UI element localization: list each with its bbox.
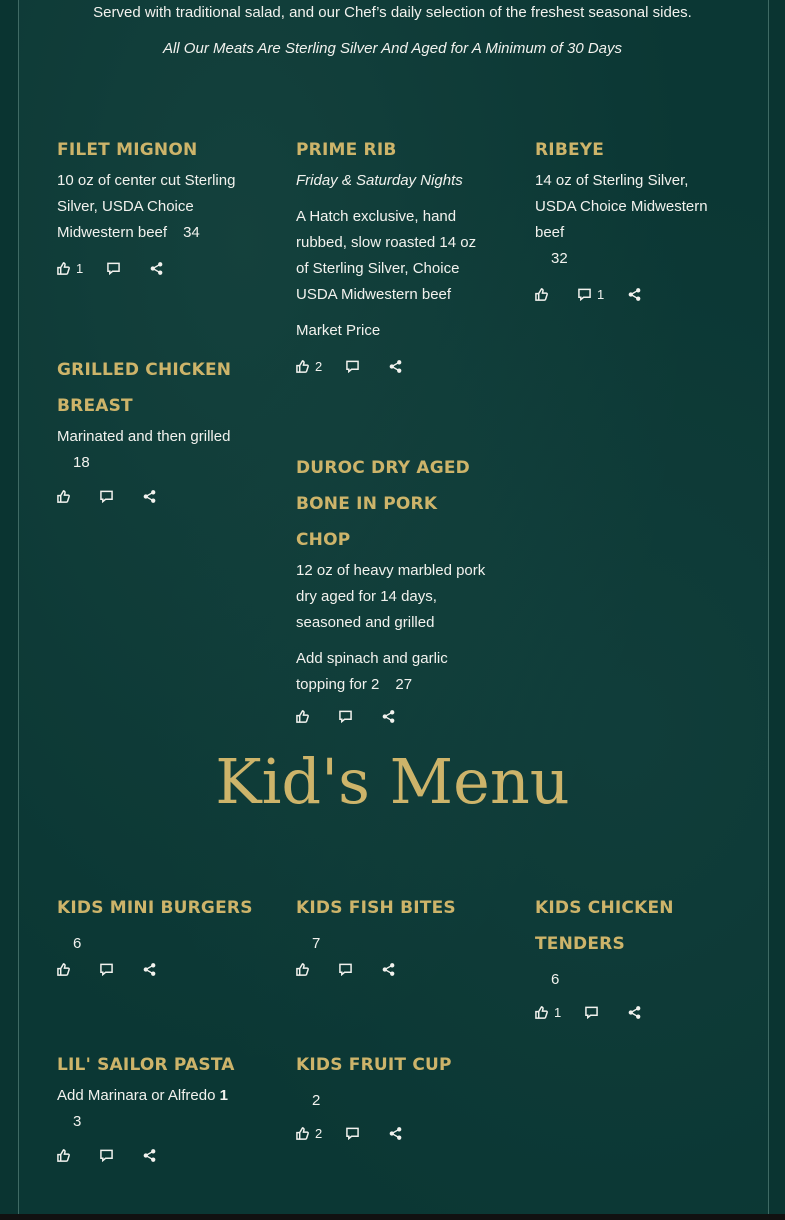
like-button[interactable] bbox=[57, 261, 83, 276]
item-title: GRILLED CHICKEN BREAST bbox=[57, 360, 232, 416]
item-price: 34 bbox=[183, 224, 200, 241]
thumbs-up-icon bbox=[535, 1006, 548, 1019]
menu-item-kids-fruit-cup bbox=[296, 1047, 492, 1143]
description-text: Add Marinara or Alfredo bbox=[57, 1087, 216, 1104]
comment-button[interactable] bbox=[107, 262, 126, 275]
footer-bar bbox=[0, 1214, 785, 1220]
like-count: 1 bbox=[554, 1004, 562, 1020]
description-bold: 1 bbox=[219, 1087, 228, 1104]
menu-item-pork-chop bbox=[296, 450, 492, 726]
menu-item-grilled-chicken bbox=[57, 352, 243, 506]
share-icon bbox=[389, 1127, 402, 1140]
item-actions bbox=[296, 1123, 492, 1143]
share-icon bbox=[143, 490, 156, 503]
share-icon bbox=[143, 1149, 156, 1162]
item-description: 14 oz of Sterling Silver, USDA Choice Midwestern beef bbox=[535, 172, 708, 241]
menu-item-kids-chicken-tenders bbox=[535, 890, 750, 1022]
thumbs-up-icon bbox=[57, 963, 70, 976]
comment-icon bbox=[346, 1127, 359, 1140]
item-price: 27 bbox=[395, 676, 413, 693]
addon-text: Add spinach and garlic topping for 2 bbox=[296, 650, 448, 693]
comment-icon bbox=[578, 288, 591, 301]
item-description: A Hatch exclusive, hand rubbed, slow roasted 14 oz of Sterling Silver, Choice USDA Midwestern beef bbox=[296, 208, 477, 303]
like-button[interactable] bbox=[296, 359, 322, 374]
item-subtitle: Friday & Saturday Nights bbox=[296, 172, 463, 189]
comment-icon bbox=[107, 262, 120, 275]
share-button[interactable] bbox=[143, 1149, 156, 1162]
thumbs-up-icon bbox=[57, 1149, 70, 1162]
share-button[interactable] bbox=[143, 490, 156, 503]
aging-note: All Our Meats Are Sterling Silver And Aged for A Minimum of 30 Days bbox=[162, 40, 623, 57]
comment-button[interactable] bbox=[100, 1149, 119, 1162]
like-button[interactable] bbox=[296, 1126, 322, 1141]
menu-item-lil-sailor-pasta bbox=[57, 1047, 253, 1165]
like-button[interactable] bbox=[57, 490, 76, 503]
comment-button[interactable] bbox=[346, 360, 365, 373]
like-button[interactable] bbox=[296, 710, 315, 723]
item-title: FILET MIGNON bbox=[57, 140, 198, 160]
item-actions bbox=[57, 959, 253, 979]
item-title: KIDS FISH BITES bbox=[296, 898, 456, 918]
item-price: Market Price bbox=[296, 322, 381, 339]
item-actions bbox=[535, 1002, 750, 1022]
share-button[interactable] bbox=[389, 1127, 402, 1140]
item-price: 6 bbox=[73, 935, 82, 952]
item-actions bbox=[57, 486, 243, 506]
share-icon bbox=[143, 963, 156, 976]
item-title: KIDS FRUIT CUP bbox=[296, 1055, 452, 1075]
item-title: KIDS CHICKEN TENDERS bbox=[535, 898, 674, 954]
share-icon bbox=[389, 360, 402, 373]
like-button[interactable] bbox=[296, 963, 315, 976]
menu-item-filet-mignon bbox=[57, 132, 253, 278]
description-text: 10 oz of center cut Sterling Silver, USDA Choice Midwestern beef bbox=[57, 172, 236, 241]
item-price: 3 bbox=[73, 1113, 82, 1130]
item-description bbox=[57, 168, 253, 246]
thumbs-up-icon bbox=[296, 963, 309, 976]
share-button[interactable] bbox=[628, 288, 641, 301]
item-description bbox=[57, 1083, 253, 1109]
intro-text: Served with traditional salad, and our Chef’s daily selection of the freshest seasonal sides. bbox=[93, 4, 692, 21]
thumbs-up-icon bbox=[57, 490, 70, 503]
share-icon bbox=[382, 710, 395, 723]
item-title: RIBEYE bbox=[535, 140, 605, 160]
item-title: PRIME RIB bbox=[296, 140, 397, 160]
item-price: 32 bbox=[551, 250, 568, 267]
share-button[interactable] bbox=[628, 1006, 641, 1019]
thumbs-up-icon bbox=[57, 262, 70, 275]
like-button[interactable] bbox=[57, 1149, 76, 1162]
menu-item-prime-rib bbox=[296, 132, 492, 376]
item-price: 6 bbox=[551, 971, 560, 988]
comment-icon bbox=[100, 1149, 113, 1162]
item-actions bbox=[535, 284, 731, 304]
like-count: 2 bbox=[315, 1125, 323, 1141]
thumbs-up-icon bbox=[296, 710, 309, 723]
share-icon bbox=[382, 963, 395, 976]
share-button[interactable] bbox=[143, 963, 156, 976]
item-price: 7 bbox=[312, 935, 321, 952]
item-actions bbox=[57, 1145, 253, 1165]
thumbs-up-icon bbox=[296, 360, 309, 373]
comment-icon bbox=[100, 490, 113, 503]
like-button[interactable] bbox=[535, 288, 554, 301]
menu-item-ribeye bbox=[535, 132, 731, 304]
item-actions bbox=[296, 706, 492, 726]
comment-button[interactable] bbox=[100, 963, 119, 976]
share-button[interactable] bbox=[382, 963, 395, 976]
menu-item-kids-mini-burgers bbox=[57, 890, 253, 979]
share-button[interactable] bbox=[389, 360, 402, 373]
item-actions bbox=[57, 258, 253, 278]
comment-button[interactable] bbox=[578, 287, 604, 302]
comment-icon bbox=[346, 360, 359, 373]
share-button[interactable] bbox=[150, 262, 163, 275]
comment-icon bbox=[339, 710, 352, 723]
comment-button[interactable] bbox=[339, 710, 358, 723]
item-description: Marinated and then grilled bbox=[57, 428, 231, 445]
comment-count: 1 bbox=[597, 286, 605, 302]
menu-item-kids-fish-bites bbox=[296, 890, 492, 979]
comment-button[interactable] bbox=[346, 1127, 365, 1140]
like-count: 2 bbox=[315, 358, 323, 374]
item-price: 18 bbox=[73, 454, 90, 471]
item-actions bbox=[296, 356, 492, 376]
like-button[interactable] bbox=[57, 963, 76, 976]
share-icon bbox=[150, 262, 163, 275]
comment-icon bbox=[100, 963, 113, 976]
thumbs-up-icon bbox=[535, 288, 548, 301]
comment-button[interactable] bbox=[339, 963, 358, 976]
like-count: 1 bbox=[76, 260, 84, 276]
like-button[interactable] bbox=[535, 1005, 561, 1020]
item-description: 12 oz of heavy marbled pork dry aged for 14 days, seasoned and grilled bbox=[296, 562, 486, 631]
comment-icon bbox=[585, 1006, 598, 1019]
item-title: KIDS MINI BURGERS bbox=[57, 898, 253, 918]
share-button[interactable] bbox=[382, 710, 395, 723]
comment-button[interactable] bbox=[100, 490, 119, 503]
kids-menu-heading: Kid's Menu bbox=[215, 745, 570, 818]
item-actions bbox=[296, 959, 492, 979]
share-icon bbox=[628, 288, 641, 301]
share-icon bbox=[628, 1006, 641, 1019]
item-price: 2 bbox=[312, 1092, 321, 1109]
thumbs-up-icon bbox=[296, 1127, 309, 1140]
item-addon bbox=[296, 646, 492, 698]
comment-icon bbox=[339, 963, 352, 976]
item-title: DUROC DRY AGED BONE IN PORK CHOP bbox=[296, 458, 470, 550]
comment-button[interactable] bbox=[585, 1006, 604, 1019]
item-title: LIL' SAILOR PASTA bbox=[57, 1055, 235, 1075]
